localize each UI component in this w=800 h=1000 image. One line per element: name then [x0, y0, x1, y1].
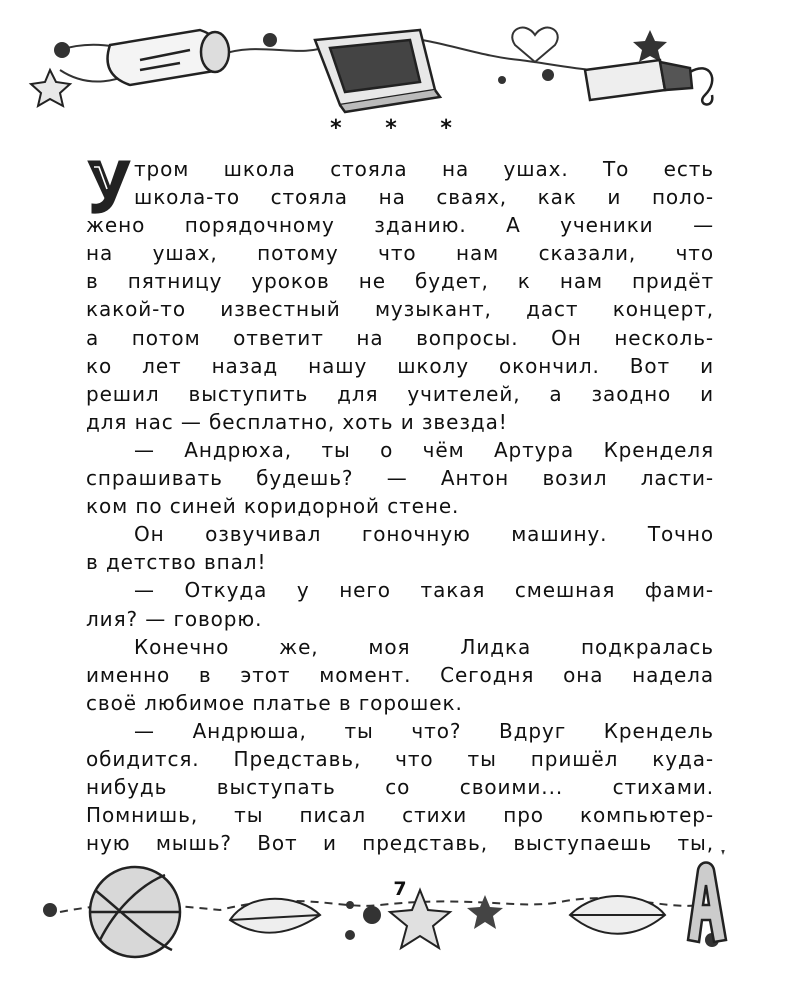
dot-icon [43, 903, 57, 917]
bottom-decor [0, 850, 800, 1000]
text-line: Помнишь, ты писал стихи про компьютер- [86, 803, 714, 828]
text-line: в детство впал! [86, 550, 267, 575]
heart-icon [512, 28, 557, 62]
letter-a-icon [688, 863, 726, 943]
leaf-icon [230, 899, 320, 933]
toothpaste-icon [585, 60, 712, 104]
text-line: своё любимое платье в горошек. [86, 690, 463, 715]
dot-icon [498, 76, 506, 84]
text-line: решил выступить для учителей, а заодно и [86, 381, 714, 406]
text-line: нибудь выступать со своими... стихами. [86, 775, 714, 800]
dropcap [86, 157, 132, 215]
text-line: обидится. Представь, что ты пришёл куда- [86, 746, 714, 771]
dot-icon [263, 33, 277, 47]
text-line: — Андрюха, ты о чём Артура Кренделя [134, 437, 714, 462]
text-line: спрашивать будешь? — Антон возил ласти- [86, 466, 714, 491]
body-text [86, 155, 714, 857]
text-line: ко лет назад нашу школу окончил. Вот и [86, 353, 714, 378]
star-icon [31, 70, 70, 106]
text-line: жено порядочному зданию. А ученики — [86, 213, 714, 238]
star-icon [633, 30, 667, 62]
text-line: лия? — говорю. [86, 606, 263, 631]
book-icon [315, 30, 440, 112]
text-line: школа-то стояла на сваях, как и поло- [134, 185, 714, 210]
text-line: Он озвучивал гоночную машину. Точно [134, 522, 714, 547]
dot-icon [542, 69, 554, 81]
text-line: ком по синей коридорной стене. [86, 494, 460, 519]
text-line: — Откуда у него такая смешная фами- [134, 578, 714, 603]
text-line: для нас — бесплатно, хоть и звезда! [86, 409, 508, 434]
sparkle-icon [707, 850, 739, 852]
text-line: а потом ответит на вопросы. Он несколь- [86, 325, 714, 350]
text-line: тром школа стояла на ушах. То есть [134, 157, 714, 181]
text-line: какой-то известный музыкант, даст концерт, [86, 297, 714, 322]
text-lines [86, 155, 714, 857]
text-line: — Андрюша, ты что? Вдруг Крендель [134, 718, 714, 743]
section-mark: * * * [330, 116, 470, 141]
text-line: на ушах, потому что нам сказали, что [86, 241, 714, 266]
text-line: Конечно же, моя Лидка подкралась [134, 634, 714, 659]
page-number: 7 [393, 878, 407, 900]
scroll-icon [108, 30, 230, 85]
text-line: именно в этот момент. Сегодня она надела [86, 662, 714, 687]
top-decor [0, 0, 800, 120]
text-line: ную мышь? Вот и представь, выступаешь ты, [86, 831, 714, 856]
text-line: в пятницу уроков не будет, к нам придёт [86, 269, 714, 294]
svg-text:У: У [86, 157, 88, 158]
dot-icon [54, 42, 70, 58]
star-icon [467, 895, 503, 929]
